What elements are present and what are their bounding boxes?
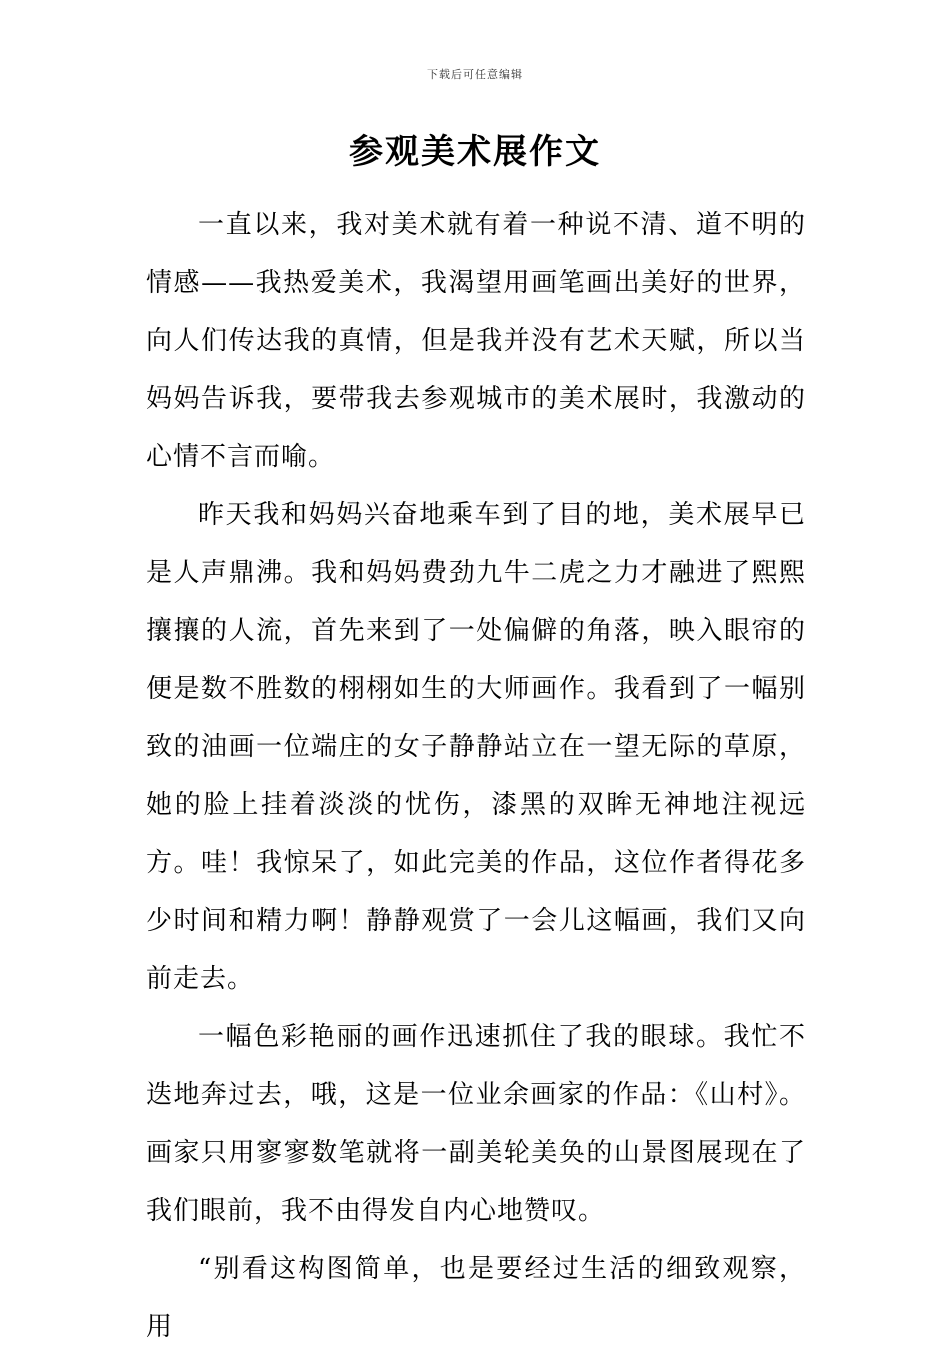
header-note: 下载后可任意编辑 — [427, 68, 523, 81]
paragraph-1: 一直以来，我对美术就有着一种说不清、道不明的情感——我热爱美术，我渴望用画笔画出美好的世界，向人们传达我的真情，但是我并没有艺术天赋，所以当妈妈告诉我，要带我去参观城市的美术展时，我激动的心情不言而喻。 — [146, 210, 806, 472]
paragraph-3: 一幅色彩艳丽的画作迅速抓住了我的眼球。我忙不迭地奔过去，哦，这是一位业余画家的作品：《山村》。画家只用寥寥数笔就将一副美轮美奂的山景图展现在了我们眼前，我不由得发自内心地赞叹。 — [146, 1022, 806, 1226]
paragraph-2: 昨天我和妈妈兴奋地乘车到了目的地，美术展早已是人声鼎沸。我和妈妈费劲九牛二虎之力才融进了熙熙攘攘的人流，首先来到了一处偏僻的角落，映入眼帘的便是数不胜数的栩栩如生的大师画作。我看到了一幅别致的油画一位端庄的女子静静站立在一望无际的草原，她的脸上挂着淡淡的忧伤，漆黑的双眸无神地注视远方。哇！我惊呆了，如此完美的作品，这位作者得花多少时间和精力啊！静静观赏了一会儿这幅画，我们又向前走去。 — [146, 500, 806, 994]
document-body — [146, 196, 806, 1356]
paragraph-4: “别看这构图简单，也是要经过生活的细致观察，用 — [146, 1254, 806, 1342]
document-title: 参观美术展作文 — [349, 132, 601, 172]
